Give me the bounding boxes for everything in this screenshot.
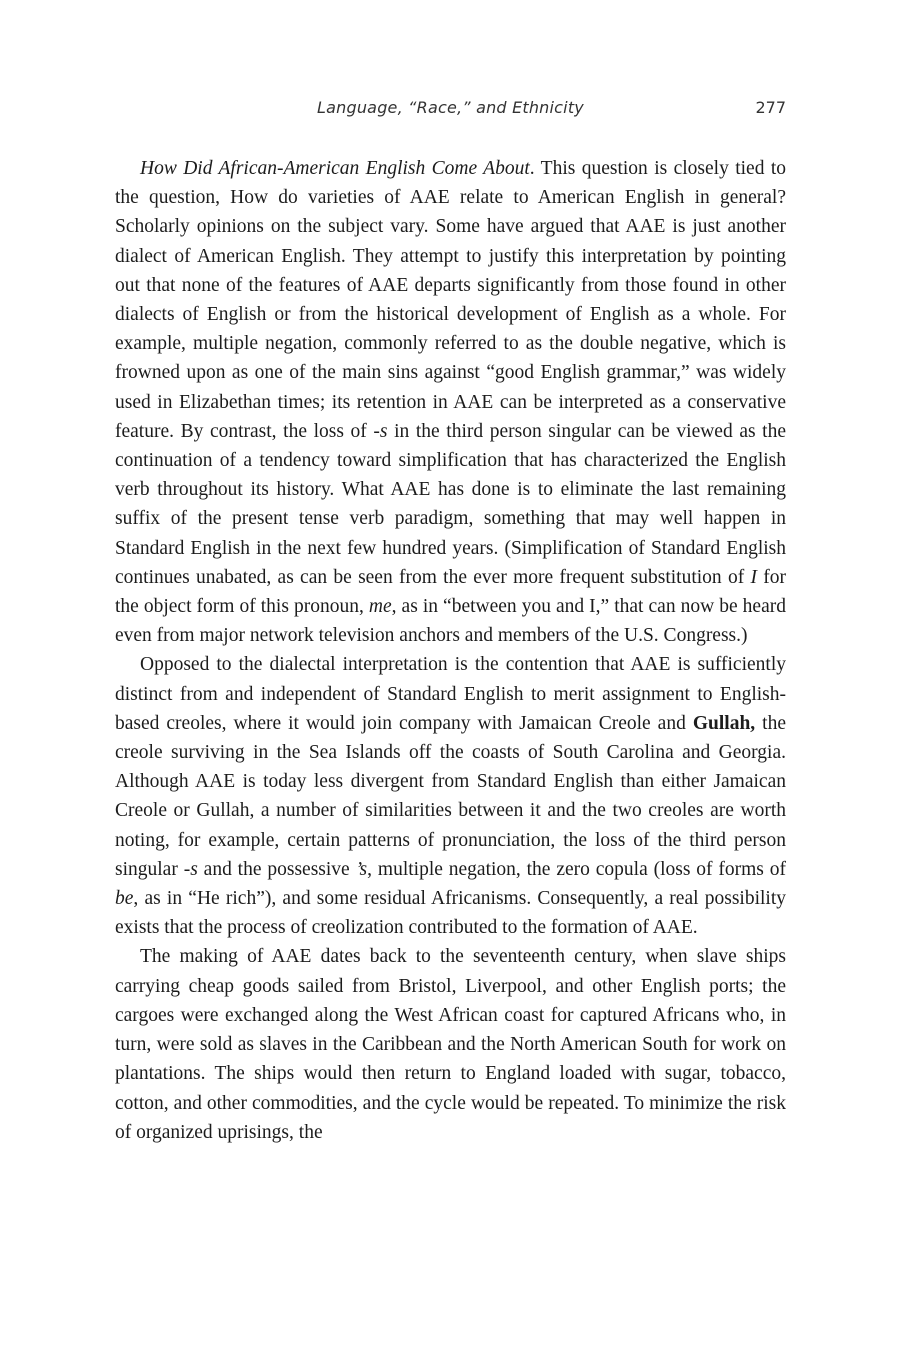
paragraph-1 bbox=[115, 154, 786, 650]
text-run: , multiple negation, the zero copula (loss of forms of bbox=[367, 858, 787, 880]
body-text bbox=[115, 154, 786, 1147]
italic-run: be bbox=[115, 888, 134, 910]
text-run: The making of AAE dates back to the seventeenth century, when slave ships carrying cheap goods sailed from Bristol, Liverpool, and other English ports; the cargoes were exchanged along the West African coast for captured Africans who, in turn, were sold as slaves in the Caribbean and the North American South for work on plantations. The ships would then return to England loaded with sugar, tobacco, cotton, and other commodities, and the cycle would be repeated. To minimize the risk of organized uprisings, the bbox=[115, 946, 786, 1143]
italic-run: I bbox=[750, 566, 757, 588]
text-run: . This question is closely tied to the question, How do varieties of AAE relate to American English in general? Scholarly opinions on the subject vary. Some have argued that AAE is just another dialect of American English. They attempt to justify this interpretation by pointing out that none of the features of AAE departs significantly from those found in other dialects of English or from the historical development of English as a whole. For example, multiple negation, commonly referred to as the double negative, which is frowned upon as one of the main sins against “good English grammar,” was widely used in Elizabethan times; its retention in AAE can be interpreted as a conservative feature. By contrast, the loss of bbox=[115, 158, 786, 442]
text-run: in the third person singular can be viewed as the continuation of a tendency toward simplification that has characterized the English verb throughout its history. What AAE has done is to eliminate the last remaining suffix of the present tense verb paradigm, something that may well happen in Standard English in the next few hundred years. (Simplification of Standard English continues unabated, as can be seen from the ever more frequent substitution of bbox=[115, 420, 786, 588]
italic-run: -s bbox=[183, 858, 198, 880]
text-run: , as in “between you and I,” that can now be heard even from major network television anchors and members of the U.S. Congress.) bbox=[115, 596, 786, 647]
page-number: 277 bbox=[755, 98, 786, 117]
paragraph-2 bbox=[115, 650, 786, 942]
text-run: for the object form of this pronoun, bbox=[115, 566, 786, 618]
section-heading: How Did African-American English Come About bbox=[140, 158, 530, 179]
text-run: and the possessive bbox=[197, 858, 356, 880]
running-title: Language, “Race,” and Ethnicity bbox=[317, 98, 584, 117]
running-head bbox=[115, 98, 786, 124]
text-run: the creole surviving in the Sea Islands off the coasts of South Carolina and Georgia. Although AAE is today less divergent from Standard English than either Jamaican Creole or Gullah, a number of similarities between it and the two creoles are worth noting, for example, certain patterns of pronunciation, the loss of the third person singular bbox=[115, 712, 786, 880]
italic-run: -s bbox=[373, 420, 388, 442]
text-run: Opposed to the dialectal interpretation is the contention that AAE is sufficiently distinct from and independent of Standard English to merit assignment to English-based creoles, where it would join company with Jamaican Creole and bbox=[115, 654, 786, 734]
italic-run: ’s bbox=[355, 858, 368, 880]
italic-run: me bbox=[368, 596, 392, 618]
paragraph-3 bbox=[115, 942, 786, 1146]
glossary-term: Gullah, bbox=[692, 712, 756, 734]
text-run: , as in “He rich”), and some residual Africanisms. Consequently, a real possibility exists that the process of creolization contributed to the formation of AAE. bbox=[115, 888, 786, 939]
